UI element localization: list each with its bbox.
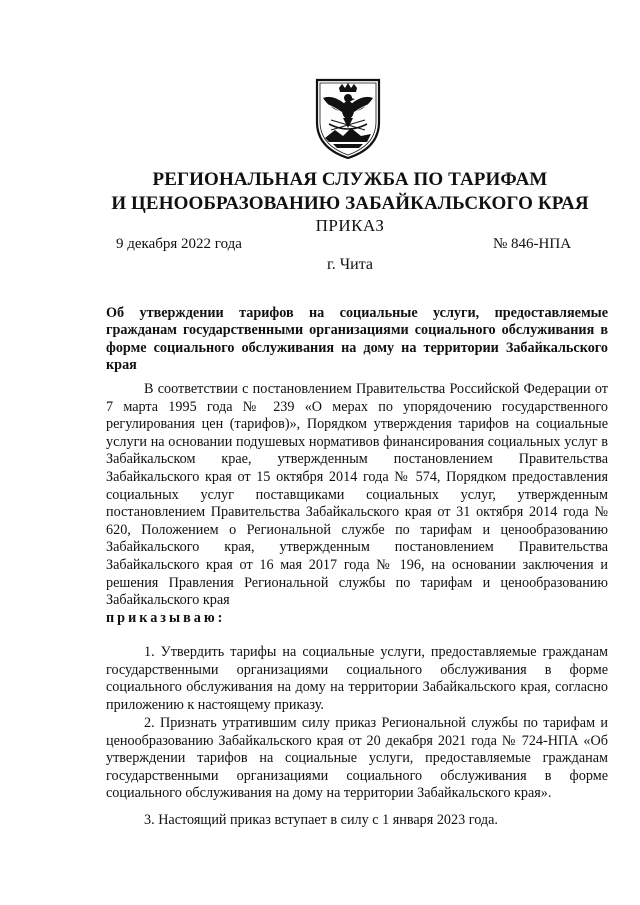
- organization-title-line-1: РЕГИОНАЛЬНАЯ СЛУЖБА ПО ТАРИФАМ: [152, 169, 548, 190]
- document-type-title: ПРИКАЗ: [315, 216, 385, 235]
- preamble-text: В соответствии с постановлением Правительства Российской Федерации от 7 марта 1995 года № 239 «О мерах по упорядочению государственного регулирования цен (тарифов)», Порядком утверждения тарифов на социальные услуги на основании подушевых нормативов финансирования социальных услуг в Забайкальском крае, утвержденным постановлением Правительства Забайкальского края от 15 октября 2014 года № 574, Порядком предоставления социальных услуг поставщиками социальных услуг, утвержденным постановлением Правительства Забайкальского края от 31 октября 2014 года № 620, Положением о Региональной службе по тарифам и ценообразованию Забайкальского края, утвержденным постановлением Правительства Забайкальского края от 16 мая 2017 года № 196, на основании заключения и решения Правления Региональной службы по тарифам и ценообразованию Забайкальского края: [106, 381, 608, 609]
- organization-title: [100, 168, 600, 216]
- coat-of-arms-eagle-icon: [313, 76, 383, 160]
- organization-title-line-2: И ЦЕНООБРАЗОВАНИЮ ЗАБАЙКАЛЬСКОГО КРАЯ: [111, 193, 589, 214]
- preamble-paragraph: [106, 381, 608, 627]
- clause-1: 1. Утвердить тарифы на социальные услуги, предоставляемые гражданам государственными организациями социального обслуживания в форме социального обслуживания на дому на территории Забайкальского края, согласно приложению к настоящему приказу.: [106, 644, 608, 713]
- clause-2: 2. Признать утратившим силу приказ Региональной службы по тарифам и ценообразованию Забайкальского края от 20 декабря 2021 года № 724-НПА «Об утверждении тарифов на социальные услуги, предоставляемые гражданам государственными организациями социального обслуживания в форме социального обслуживания на дому на территории Забайкальского края».: [106, 715, 608, 802]
- clause-3: 3. Настоящий приказ вступает в силу с 1 января 2023 года.: [144, 812, 498, 828]
- decree-word: приказываю:: [106, 609, 226, 626]
- order-number: № 846-НПА: [493, 236, 572, 252]
- order-subject: Об утверждении тарифов на социальные услуги, предоставляемые гражданам государственными организациями социального обслуживания в форме социального обслуживания на дому на территории Забайкальского края: [106, 305, 608, 374]
- order-city: г. Чита: [326, 256, 373, 273]
- order-date: 9 декабря 2022 года: [116, 236, 242, 252]
